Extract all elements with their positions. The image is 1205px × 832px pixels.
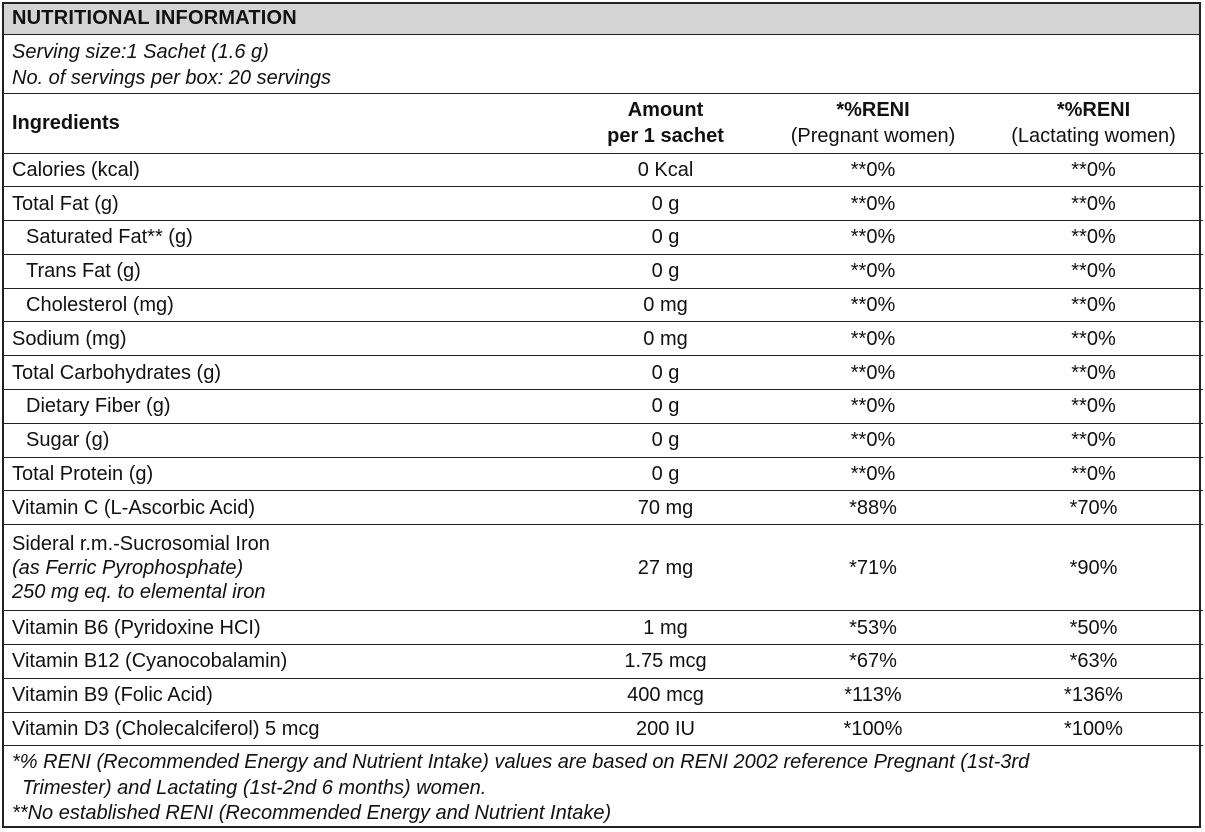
row-ingredient: Vitamin B12 (Cyanocobalamin) [4,645,569,679]
header-pregnant-line2: (Pregnant women) [790,125,956,148]
row-amount: 0 mg [569,322,762,356]
nutrition-table [4,94,1203,746]
row-reni-lactating: **0% [984,322,1203,356]
table-row [4,322,1203,356]
header-amount-line1: Amount [627,99,704,122]
row-reni-lactating: **0% [984,423,1203,457]
row-reni-pregnant: **0% [762,288,984,322]
footnote-no-reni: **No established RENI (Recommended Energy and Nutrient Intake) [12,802,612,825]
footnote-reni-basis: *% RENI (Recommended Energy and Nutrient Intake) values are based on RENI 2002 reference Pregnant (1st-3rd [12,751,1030,774]
row-reni-pregnant: **0% [762,390,984,424]
header-pregnant [762,94,984,153]
row-amount: 0 g [569,423,762,457]
row-amount: 400 mcg [569,678,762,712]
table-row [4,645,1203,679]
row-reni-lactating: *136% [984,678,1203,712]
row-reni-lactating: **0% [984,390,1203,424]
row-ingredient-sub: (as Ferric Pyrophosphate) [12,556,244,579]
row-amount: 0 Kcal [569,153,762,187]
row-reni-lactating: **0% [984,187,1203,221]
table-row [4,390,1203,424]
header-pregnant-line1: *%RENI [836,99,910,122]
header-amount-line2: per 1 sachet [607,125,724,148]
row-reni-pregnant: **0% [762,254,984,288]
table-row [4,254,1203,288]
row-reni-pregnant: **0% [762,356,984,390]
row-ingredient: Saturated Fat** (g) [4,221,569,255]
row-ingredient: Vitamin D3 (Cholecalciferol) 5 mcg [4,712,569,746]
row-amount: 0 mg [569,288,762,322]
row-reni-lactating: *90% [984,525,1203,611]
row-reni-pregnant: *67% [762,645,984,679]
table-row [4,221,1203,255]
row-amount: 0 g [569,221,762,255]
row-amount: 1 mg [569,611,762,645]
table-row [4,187,1203,221]
table-header-row [4,94,1203,153]
row-amount: 0 g [569,356,762,390]
row-ingredient-sub: 250 mg eq. to elemental iron [12,580,266,603]
row-amount: 200 IU [569,712,762,746]
row-ingredient: Sideral r.m.-Sucrosomial Iron [12,532,270,555]
table-row [4,491,1203,525]
panel-title: NUTRITIONAL INFORMATION [4,4,1199,35]
table-row [4,423,1203,457]
servings-per-box: No. of servings per box: 20 servings [12,67,332,89]
row-ingredient: Total Carbohydrates (g) [4,356,569,390]
serving-info [4,35,1199,94]
table-row [4,611,1203,645]
header-lactating-line2: (Lactating women) [1011,125,1176,148]
row-amount: 1.75 mcg [569,645,762,679]
row-ingredient: Total Fat (g) [4,187,569,221]
row-ingredient: Calories (kcal) [4,153,569,187]
row-ingredient: Total Protein (g) [4,457,569,491]
header-lactating [984,94,1203,153]
row-reni-pregnant: *53% [762,611,984,645]
row-reni-pregnant: **0% [762,187,984,221]
row-reni-pregnant: *88% [762,491,984,525]
row-amount: 0 g [569,254,762,288]
table-row [4,356,1203,390]
row-reni-lactating: **0% [984,221,1203,255]
row-reni-lactating: *63% [984,645,1203,679]
row-amount: 27 mg [569,525,762,611]
row-reni-lactating: **0% [984,254,1203,288]
table-row [4,457,1203,491]
row-ingredient: Cholesterol (mg) [4,288,569,322]
table-row [4,525,1203,611]
row-amount: 0 g [569,390,762,424]
row-reni-lactating: **0% [984,153,1203,187]
row-reni-pregnant: *113% [762,678,984,712]
row-reni-lactating: *100% [984,712,1203,746]
row-amount: 0 g [569,187,762,221]
row-reni-lactating: *50% [984,611,1203,645]
row-ingredient: Vitamin C (L-Ascorbic Acid) [4,491,569,525]
table-row [4,712,1203,746]
table-row [4,678,1203,712]
row-reni-pregnant: **0% [762,457,984,491]
row-reni-pregnant: **0% [762,322,984,356]
row-ingredient: Dietary Fiber (g) [4,390,569,424]
row-reni-lactating: **0% [984,288,1203,322]
row-ingredient: Sugar (g) [4,423,569,457]
row-ingredient: Sodium (mg) [4,322,569,356]
row-reni-pregnant: *100% [762,712,984,746]
row-reni-lactating: **0% [984,356,1203,390]
header-amount [569,94,762,153]
row-ingredient: Vitamin B9 (Folic Acid) [4,678,569,712]
table-row [4,288,1203,322]
table-row [4,153,1203,187]
nutrition-panel [2,2,1201,828]
row-reni-lactating: **0% [984,457,1203,491]
header-ingredients: Ingredients [4,94,569,153]
row-reni-pregnant: **0% [762,423,984,457]
row-reni-pregnant: **0% [762,153,984,187]
footnote-reni-basis-cont: Trimester) and Lactating (1st-2nd 6 months) women. [22,776,487,799]
row-amount: 0 g [569,457,762,491]
row-reni-lactating: *70% [984,491,1203,525]
row-reni-pregnant: **0% [762,221,984,255]
row-ingredient: Trans Fat (g) [4,254,569,288]
row-ingredient: Vitamin B6 (Pyridoxine HCI) [4,611,569,645]
footnotes [4,746,1199,827]
row-ingredient-multiline [4,525,569,611]
row-amount: 70 mg [569,491,762,525]
row-reni-pregnant: *71% [762,525,984,611]
serving-size: Serving size:1 Sachet (1.6 g) [12,41,269,63]
header-lactating-line1: *%RENI [1056,99,1131,122]
